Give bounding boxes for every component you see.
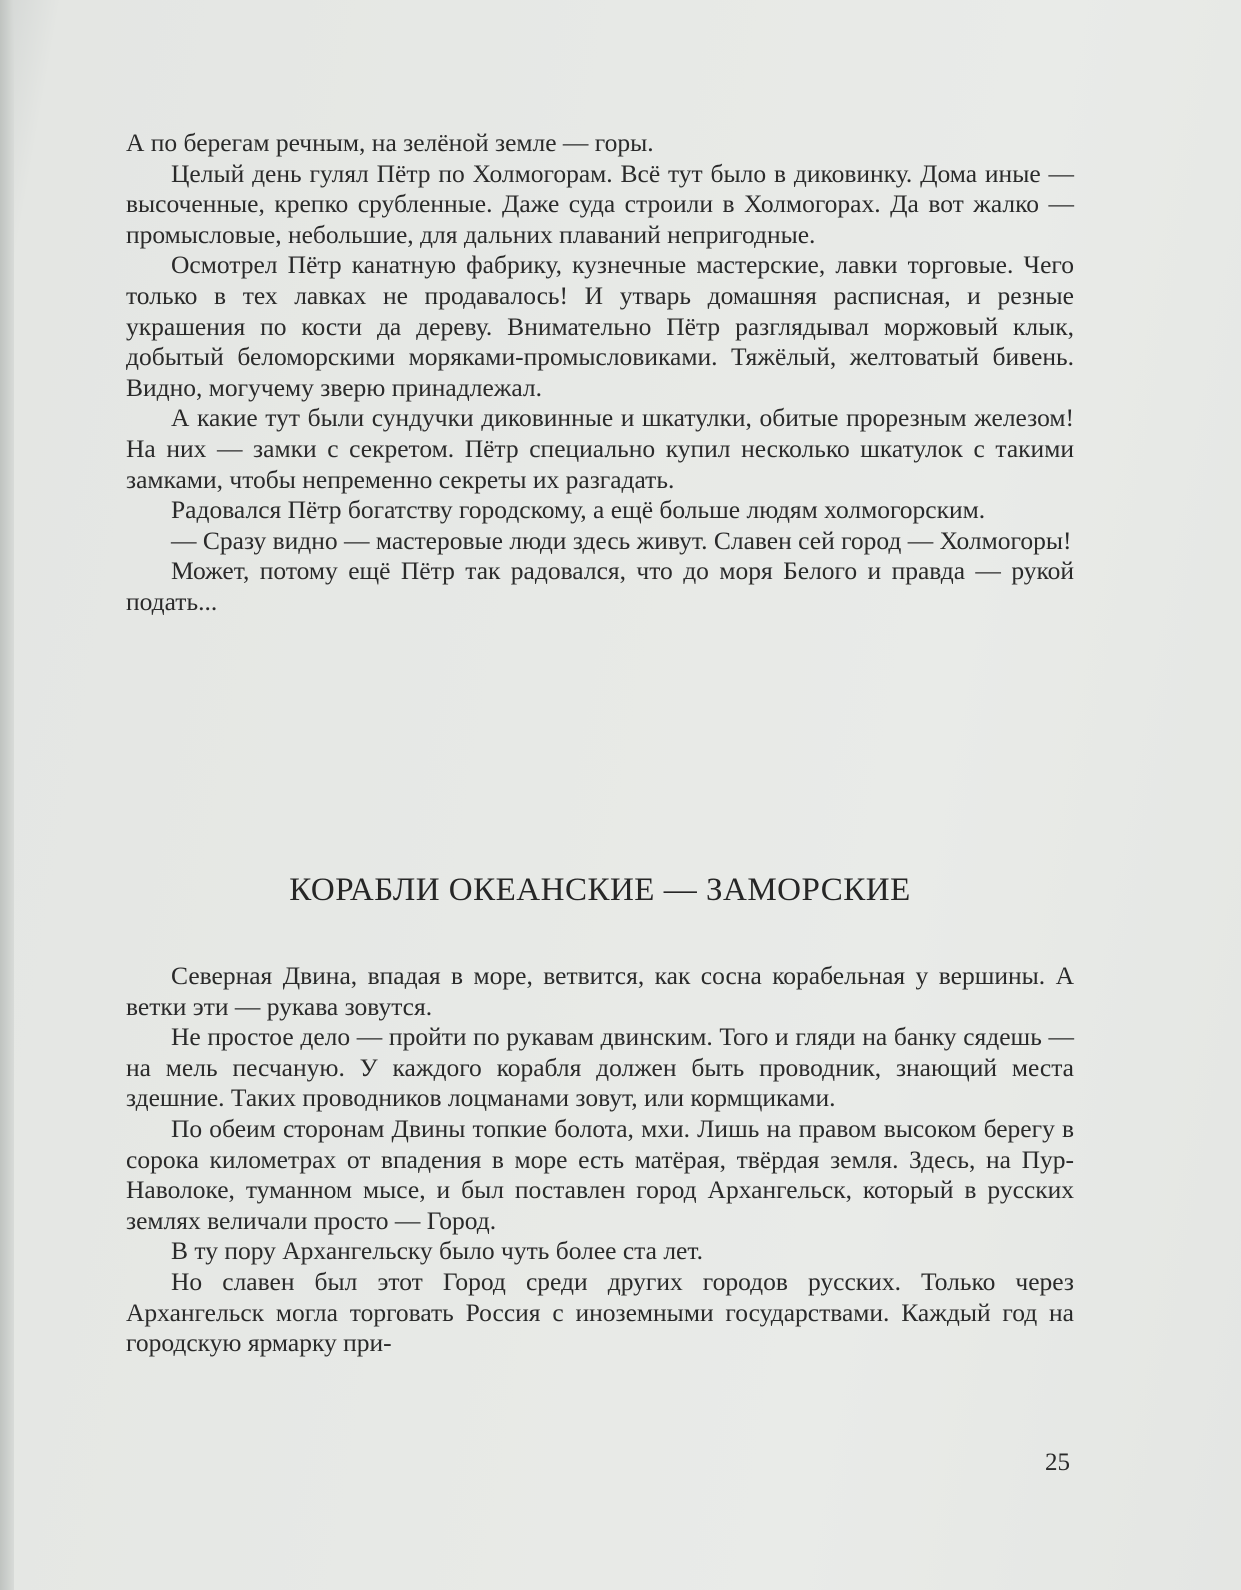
paragraph: Может, потому ещё Пётр так радовался, что до моря Белого и правда — рукой подать... xyxy=(126,556,1074,616)
page-spine-shadow xyxy=(0,0,14,1590)
page-number: 25 xyxy=(1045,1449,1070,1476)
paragraph: А какие тут были сундучки диковинные и шкатулки, обитые прорезным железом! На них — замки с секретом. Пётр специально купил несколько шкатулок с такими замками, чтобы непременно секреты их разгадать. xyxy=(126,403,1074,494)
paragraph: Осмотрел Пётр канатную фабрику, кузнечные мастерские, лавки торговые. Чего только в тех лавках не продавалось! И утварь домашняя расписная, и резные украшения по кости да дереву. Внимательно Пётр разглядывал моржовый клык, добытый беломорскими моряками-промысловиками. Тяжёлый, желтоватый бивень. Видно, могучему зверю принадлежал. xyxy=(126,250,1074,402)
paragraph: По обеим сторонам Двины топкие болота, мхи. Лишь на правом высоком берегу в сорока километрах от впадения в море есть матёрая, твёрдая земля. Здесь, на Пур-Наволоке, туманном мысе, и был поставлен город Архангельск, который в русских землях величали просто — Город. xyxy=(126,1113,1074,1235)
paragraph: — Сразу видно — мастеровые люди здесь живут. Славен сей город — Холмогоры! xyxy=(171,525,1072,555)
paragraph: А по берегам речным, на зелёной земле — горы. xyxy=(126,128,654,157)
paragraph: Не простое дело — пройти по рукавам двинским. Того и гляди на банку сядешь — на мель песчаную. У каждого корабля должен быть проводник, знающий места здешние. Таких проводников лоцманами зовут, или кормщиками. xyxy=(126,1022,1074,1113)
chapter-heading: КОРАБЛИ ОКЕАНСКИЕ — ЗАМОРСКИЕ xyxy=(289,872,911,908)
paragraph: Целый день гулял Пётр по Холмогорам. Всё тут было в диковинку. Дома иные — высоченные, крепко срубленные. Даже суда строили в Холмогорах. Да вот жалко — промысловые, небольшие, для дальних плаваний непригодные. xyxy=(126,158,1074,249)
paragraph: Северная Двина, впадая в море, ветвится, как сосна корабельная у вершины. А ветки эти — рукава зовутся. xyxy=(126,961,1074,1021)
paragraph: Радовался Пётр богатству городскому, а ещё больше людям холмогорским. xyxy=(171,495,986,525)
text-block-bottom xyxy=(126,961,1074,1359)
paragraph: Но славен был этот Город среди других городов русских. Только через Архангельск могла торговать Россия с иноземными государствами. Каждый год на городскую ярмарку при- xyxy=(126,1266,1074,1358)
paragraph: В ту пору Архангельску было чуть более ста лет. xyxy=(171,1236,703,1266)
text-block-top xyxy=(126,128,1074,618)
